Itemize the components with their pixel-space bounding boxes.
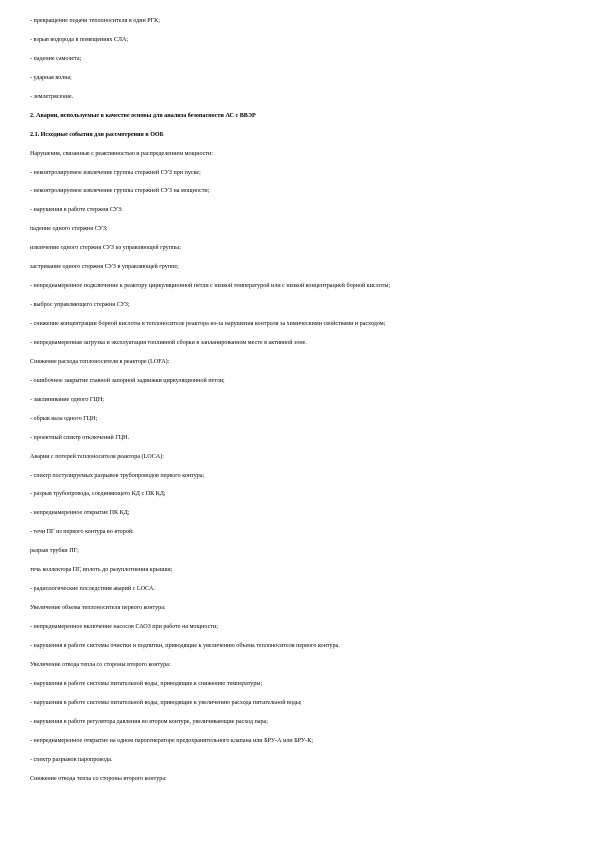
text-line: - нарушения в работе системы питательной воды, приводящие к снижению температуры;: [30, 680, 263, 687]
text-line: - течи ПГ из первого контура во второй:: [30, 529, 134, 536]
text-line: - падение самолета;: [30, 55, 82, 62]
text-line: Аварии с потерей теплоносителя реактора (LOCA):: [30, 453, 164, 460]
text-line: - неконтролируемое извлечение группы стержней СУЗ на мощности;: [30, 188, 210, 195]
text-line: извлечение одного стержня СУЗ из управляющей группы;: [30, 245, 181, 252]
text-line: - непреднамеренное открытие на одном парогенераторе предохранительного клапана или БРУ-А или БРУ-К;: [30, 737, 314, 744]
text-line: - спектр разрывов паропровода.: [30, 756, 113, 763]
text-line: - ошибочное закрытие главной запорной задвижки циркуляционной петли;: [30, 377, 225, 384]
section-heading: 2.1. Исходные события для рассмотрения в ООБ: [30, 131, 164, 138]
text-line: - непреднамеренная загрузка и эксплуатация топливной сборки в запланированном месте в активной зоне.: [30, 339, 307, 346]
text-line: - нарушения в работе стержня СУЗ:: [30, 207, 123, 214]
text-line: падение одного стержня СУЗ;: [30, 226, 108, 233]
text-line: - спектр постулируемых разрывов трубопроводов первого контура;: [30, 472, 205, 479]
text-line: Нарушения, связанные с реактивностью и распределением мощности:: [30, 150, 213, 157]
text-line: - снижение концентрации борной кислоты в теплоносителе реактора из-за нарушения контроля за химическими свойствами и расходом;: [30, 321, 386, 327]
text-line: - разрыв трубопровода, соединяющего КД с ПК КД;: [30, 491, 166, 498]
text-line: - выброс управляющего стержня СУЗ;: [30, 302, 130, 309]
text-line: - проектный спектр отключений ГЦН.: [30, 434, 130, 441]
text-line: - непреднамеренное открытие ПК КД;: [30, 510, 130, 517]
text-line: - прекращение подачи теплоносителя в один РГК;: [30, 18, 160, 24]
text-line: - ударная волна;: [30, 74, 72, 81]
text-line: застревание одного стержня СУЗ в управляющей группе;: [30, 264, 179, 271]
text-line: - обрыв вала одного ГЦН;: [30, 415, 98, 422]
text-line: - нарушения в работе системы питательной воды, приводящие к увеличению расхода питательной воды;: [30, 699, 302, 706]
text-line: течь коллектора ПГ, вплоть до разуплотнения крышки;: [30, 567, 173, 574]
text-line: Увеличение объема теплоносителя первого контура:: [30, 605, 166, 612]
document-page: [30, 16, 580, 792]
text-line: - непреднамеренное включение насосов САОЗ при работе на мощности;: [30, 624, 218, 630]
text-line: Снижение расхода теплоносителя в реакторе (LOFA):: [30, 358, 170, 365]
text-line: Увеличение отвода тепла со стороны второго контура:: [30, 661, 171, 668]
text-line: - взрыв водорода в помещениях СЛА;: [30, 36, 129, 43]
text-line: - неконтролируемое извлечение группы стержней СУЗ при пуске;: [30, 169, 201, 176]
text-line: - нарушения в работе регулятора давления во втором контуре, увеличивающие расход пара;: [30, 718, 268, 725]
text-line: разрыв трубки ПГ;: [30, 548, 79, 555]
text-line: - радиологические последствия аварий с LOCA.: [30, 586, 155, 593]
section-heading: 2. Аварии, используемые в качестве основы для анализа безопасности АС с ВВЭР: [30, 112, 256, 119]
text-line: - землетрясение.: [30, 93, 74, 100]
text-line: - заклинивание одного ГЦН;: [30, 396, 104, 403]
text-line: Снижение отвода тепла со стороны второго контура:: [30, 775, 167, 782]
text-line: - непреднамеренное подключение к реактору циркуляционной петли с низкой температурой или с низкой концентрацией борной кислоты;: [30, 283, 391, 290]
text-line: - нарушения в работе системы очистки и подпитки, приводящие к увеличению объема теплоносителя первого контура.: [30, 642, 340, 649]
